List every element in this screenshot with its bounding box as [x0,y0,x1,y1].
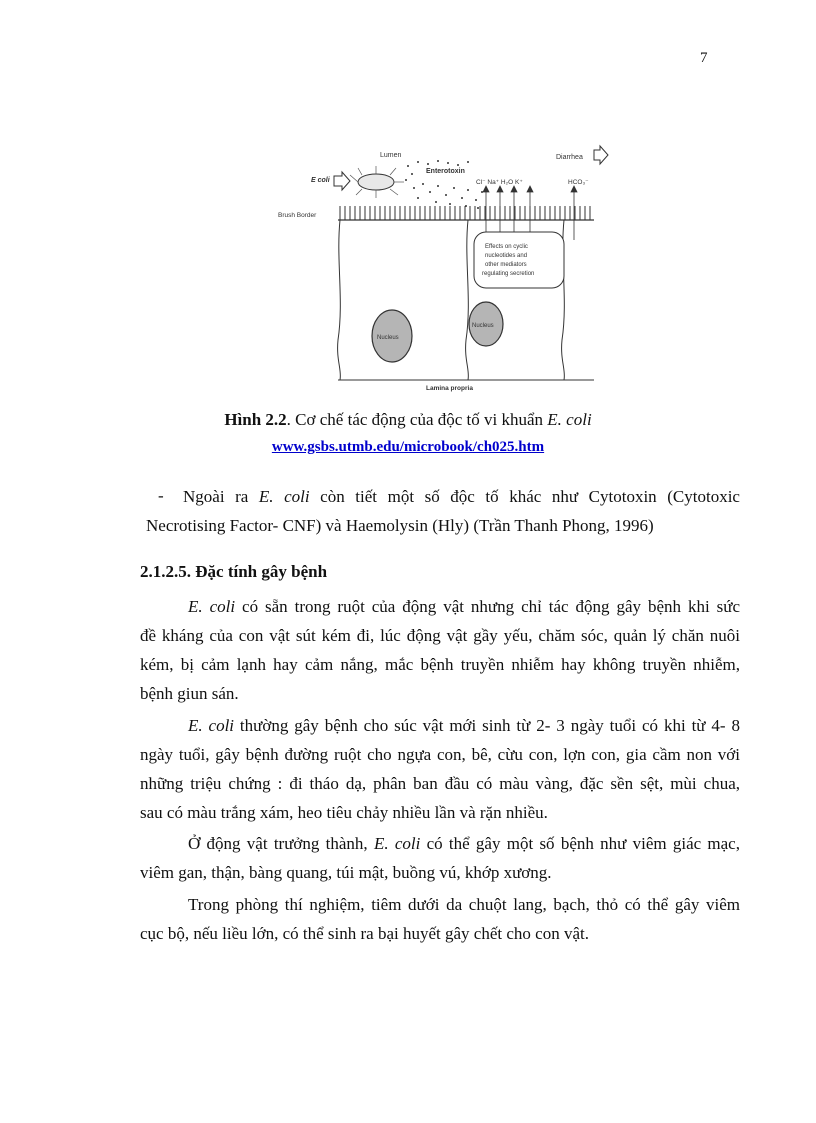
ecoli-arrow-icon [334,172,350,190]
effects-line-4: regulating secretion [482,271,535,277]
bacterium-shape [358,174,394,190]
paragraph-1 [140,592,740,708]
p4-line-1: Trong phòng thí nghiệm, tiêm dưới da chuột lang, bạch, thỏ có thể gây viêm [188,895,740,914]
bullet-dash: - [158,486,164,505]
paragraph-2 [140,711,740,827]
p2-line-3: những triệu chứng : đi tháo dạ, phân ban đầu có màu vàng, đặc sền sệt, mùi chua, [140,774,740,793]
figure-caption-label: Hình 2.2 [224,410,287,429]
lamina-propria-label: Lamina propria [426,385,473,392]
bullet-line-2: Necrotising Factor- CNF) và Haemolysin (Hly) (Trần Thanh Phong, 1996) [146,516,654,535]
effects-line-2: nucleotides and [485,253,528,259]
p2-line-4: sau có màu trắng xám, heo tiêu chảy nhiều lần và rặn nhiều. [140,803,548,822]
ecoli-label: E coli [311,177,330,184]
section-heading: 2.1.2.5. Đặc tính gây bệnh [140,562,328,581]
bullet-paragraph [183,482,740,511]
p1-line-4: bệnh giun sán. [140,684,239,703]
brush-border-villi [340,206,590,220]
p3-line-2: viêm gan, thận, bàng quang, túi mật, buồng vú, khớp xương. [140,863,552,882]
p3-line-1: Ở động vật trưởng thành, E. coli có thể gây một số bệnh như viêm giác mạc, [188,834,740,853]
brush-border-label: Brush Border [278,212,317,219]
p1-line-1: E. coli có sẵn trong ruột của động vật nhưng chỉ tác động gây bệnh khi sức [188,597,740,616]
figure-caption-organism: E. coli [547,410,592,429]
page-number: 7 [700,50,708,66]
paragraph-4 [140,890,740,948]
figure-caption-text: . Cơ chế tác động của độc tố vi khuẩn [286,410,548,429]
bullet-line-1: Ngoài ra E. coli còn tiết một số độc tố khác như Cytotoxin (Cytotoxic [183,487,740,506]
p4-line-2: cục bộ, nếu liều lớn, có thể sinh ra bại huyết gây chết cho con vật. [140,924,589,943]
lumen-label: Lumen [380,152,402,159]
nucleus-right-label: Nucleus [472,323,494,329]
effects-box [474,232,564,288]
ecoli-toxin-diagram [278,140,618,398]
diarrhea-arrow-icon [594,146,608,164]
ions-label: Cl⁻ Na⁺ H₂O K⁺ [476,179,523,186]
p2-line-1: E. coli thường gây bệnh cho súc vật mới sinh từ 2- 3 ngày tuổi có khi từ 4- 8 [188,716,740,735]
figure-caption [0,410,816,430]
figure-source-link[interactable]: www.gsbs.utmb.edu/microbook/ch025.htm [271,439,545,455]
hco3-label: HCO₃⁻ [568,179,589,186]
p2-line-2: ngày tuổi, gây bệnh đường ruột cho ngựa con, bê, cừu con, lợn con, gia cầm non với [140,745,740,764]
effects-line-1: Effects on cyclic [485,244,528,250]
paragraph-3 [140,829,740,887]
enterotoxin-label: Enterotoxin [426,168,465,175]
nucleus-left-label: Nucleus [377,335,399,341]
p1-line-3: kém, bị cảm lạnh hay cảm nắng, mắc bệnh truyền nhiễm hay không truyền nhiễm, [140,655,740,674]
p1-line-2: đề kháng của con vật sút kém đi, lúc động vật gầy yếu, chăm sóc, quản lý chăn nuôi [140,626,740,645]
effects-line-3: other mediators [485,262,527,268]
diarrhea-label: Diarrhea [556,154,583,161]
